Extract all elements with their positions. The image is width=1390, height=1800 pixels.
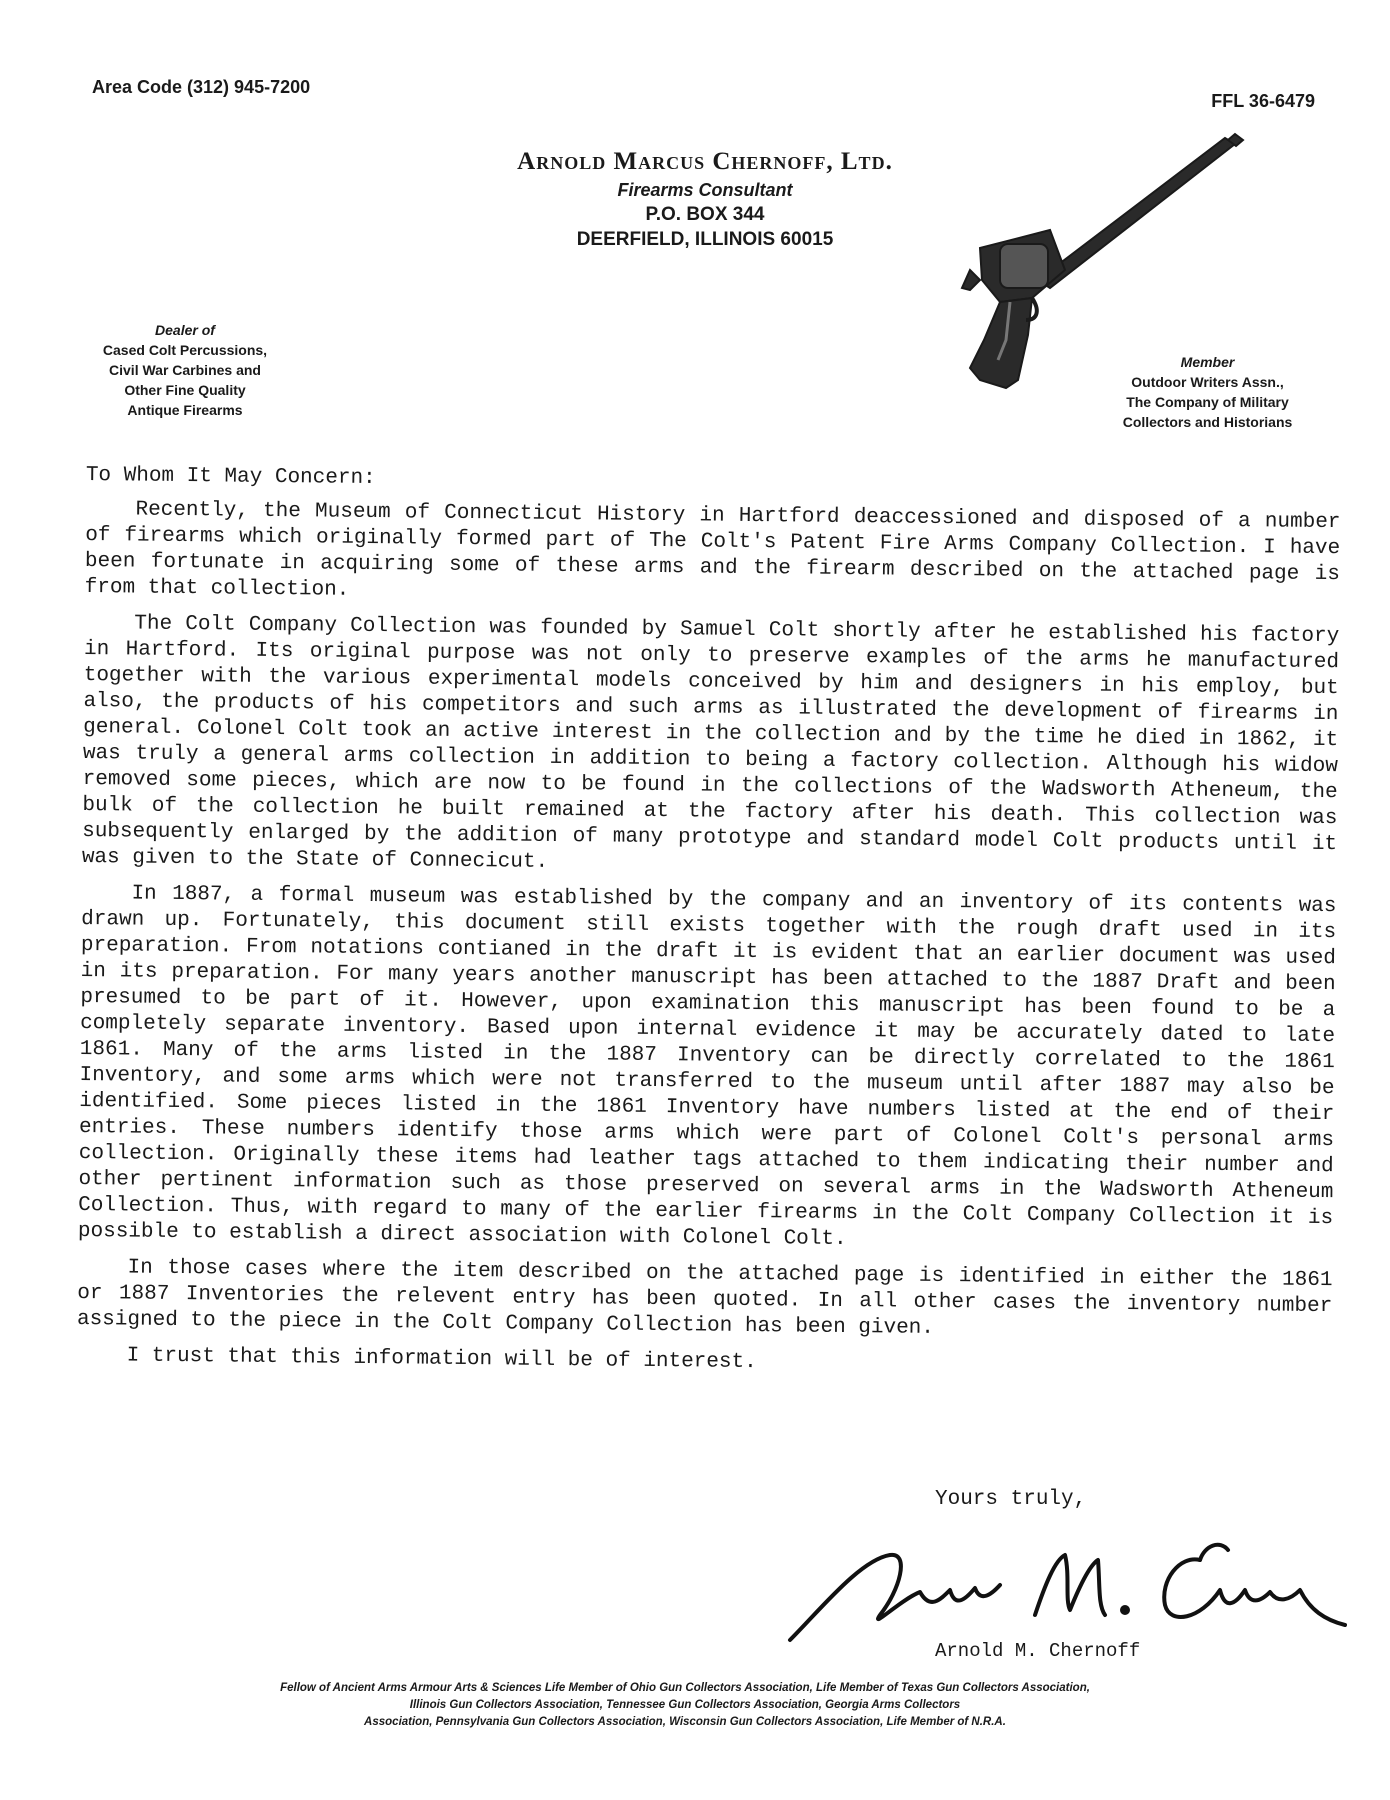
paragraph: In those cases where the item described on the attached page is identified in either the 1861 or 1887 Inventories the relevent entry has been quoted. In all other cases the inventory number assigned to the piece in the Colt Company Collection has been given. — [76, 1256, 1333, 1340]
member-heading: Member — [1180, 354, 1235, 370]
paragraph: I trust that this information will be of interest. — [126, 1344, 757, 1375]
paragraph: In 1887, a formal museum was established by the company and an inventory of its contents was drawn up. Fortunately, this document still exists together with the rough draft used in its preparation. From notations contianed in the draft it is evident that an earlier document was used in its preparation. For many years another manuscript has been attached to the 1887 Draft and been presumed to be part of it. However, upon examination this manuscript has been found to be a completely separate inventory. Based upon internal evidence it may be accurately dated to late 1861. Many of the arms listed in the 1887 Inventory can be directly correlated to the 1861 Inventory, and some arms which were not transferred to the museum until after 1887 may also be identified. Some pieces listed in the 1861 Inventory have numbers listed at the end of their entries. These numbers identify those arms which were part of Colonel Colt's personal arms collection. Originally these items had leather tags attached to them indicating their number and other pertinent information such as those preserved on several arms in the Wadsworth Atheneum Collection. Thus, with regard to many of the earlier firearms in the Colt Company Collection it is possible to establish a direct association with Colonel Colt. — [77, 882, 1337, 1252]
closing: Yours truly, — [935, 1488, 1087, 1511]
firm-po-box: P.O. BOX 344 — [645, 204, 765, 225]
member-block — [1100, 352, 1315, 432]
firm-name: Arnold Marcus Chernoff, Ltd. — [517, 148, 893, 175]
signature — [780, 1530, 1360, 1655]
footer-line: Illinois Gun Collectors Association, Tennessee Gun Collectors Association, Georgia Arms Collectors — [409, 1699, 961, 1711]
dealer-line: Civil War Carbines and — [109, 362, 261, 378]
dealer-line: Antique Firearms — [127, 402, 243, 418]
letterhead — [420, 148, 990, 251]
firm-subtitle: Firearms Consultant — [617, 180, 793, 200]
footer-line: Association, Pennsylvania Gun Collectors Association, Wisconsin Gun Collectors Association, Life Member of N.R.A. — [364, 1716, 1006, 1728]
member-line: Collectors and Historians — [1122, 414, 1293, 430]
salutation: To Whom It May Concern: — [85, 463, 376, 491]
footer-affiliations — [170, 1680, 1200, 1731]
dealer-line: Cased Colt Percussions, — [102, 342, 268, 358]
signer-name: Arnold M. Chernoff — [935, 1640, 1141, 1662]
dealer-line: Other Fine Quality — [124, 382, 246, 398]
dealer-block — [80, 320, 290, 420]
member-line: The Company of Military — [1126, 394, 1289, 410]
paragraph: The Colt Company Collection was founded by Samuel Colt shortly after he established his factory in Hartford. Its original purpose was not only to preserve examples of the arms he manufactured together with the various experimental models conceived by him and designers in his employ, but also, the products of his competitors and such arms as illustrated the development of firearms in general. Colonel Colt took an active interest in the collection and by the time he died in 1862, it was truly a general arms collection in addition to being a factory collection. Although his widow removed some pieces, which are now to be found in the collections of the Wadsworth Atheneum, the bulk of the collection he built remained at the factory after his death. This collection was subsequently enlarged by the addition of many prototype and standard model Colt products until it was given to the State of Connecicut. — [81, 612, 1340, 874]
ffl-number: FFL 36-6479 — [1211, 91, 1315, 111]
paragraph: Recently, the Museum of Connecticut History in Hartford deaccessioned and disposed of a number of firearms which originally formed part of The Colt's Patent Fire Arms Company Collection. I have been fortunate in acquiring some of these arms and the firearm described on the attached page is from that collection. — [84, 498, 1341, 602]
firm-city: DEERFIELD, ILLINOIS 60015 — [576, 229, 834, 250]
letter-body — [76, 463, 1341, 1392]
member-line: Outdoor Writers Assn., — [1131, 374, 1284, 390]
footer-line: Fellow of Ancient Arms Armour Arts & Sciences Life Member of Ohio Gun Collectors Association, Life Member of Texas Gun Collectors Association, — [280, 1682, 1090, 1694]
dealer-heading: Dealer of — [155, 322, 215, 338]
area-code: Area Code (312) 945-7200 — [92, 77, 311, 97]
